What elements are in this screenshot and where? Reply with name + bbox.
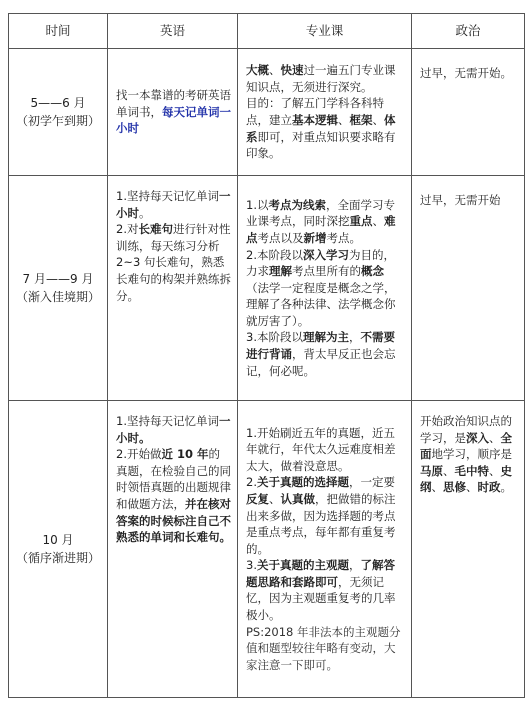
major-note: PS:2018 年非法本的主观题分值和题型较往年略有变动，大家注意一下即可。	[246, 624, 401, 672]
major-bold: 了解答题思路和套路即可	[246, 558, 395, 589]
english-cell	[108, 49, 238, 176]
english-bold: 一小时。	[116, 414, 231, 445]
english-text: 。	[139, 205, 151, 220]
major-bold: 体系	[246, 113, 396, 144]
politics-cell	[412, 176, 525, 401]
table-row	[9, 176, 525, 401]
major-bold: 理解为主	[302, 330, 349, 345]
english-text: 2.对	[116, 222, 139, 237]
major-text: 考点里所有的	[292, 264, 361, 279]
major-text: ，	[348, 558, 361, 573]
time-label: 10 月	[42, 533, 74, 547]
politics-bold: 马原	[420, 463, 443, 478]
time-cell	[9, 49, 108, 176]
english-highlight: 每天记单词一小时	[116, 104, 231, 136]
politics-bold: 深入	[466, 430, 489, 445]
major-text: 、	[269, 491, 281, 506]
english-text: 进行针对性训练，每天练习分析 2~3 句长难句，熟悉长难句的构架并熟练拆分。	[116, 222, 231, 303]
major-text: 即可，对重点知识要求略有印象。	[246, 129, 396, 161]
english-bold: 一小时	[116, 189, 231, 220]
major-bold: 不需要进行背诵	[246, 330, 395, 362]
table-row	[9, 401, 525, 698]
major-cell	[238, 49, 412, 176]
major-text: 3.本阶段以	[246, 330, 303, 345]
major-text: ，全面学习专业课考点，同时深挖	[246, 197, 395, 229]
politics-bold: 毛中特	[454, 463, 489, 478]
study-plan-table	[8, 13, 525, 698]
major-bold: 理解	[269, 264, 292, 279]
time-cell	[9, 176, 108, 401]
major-text: 为目的，力求	[246, 247, 395, 279]
major-bold: 反复	[246, 491, 269, 506]
major-bold: 快速	[280, 63, 304, 78]
politics-text: 、	[443, 463, 455, 478]
politics-text: 。	[500, 480, 512, 495]
politics-text: 、	[489, 463, 501, 478]
major-bold: 重点	[349, 214, 373, 229]
major-bold: 认真做	[280, 491, 315, 506]
major-text: 考点以及	[257, 230, 304, 245]
politics-text: 地学习，顺序是	[431, 447, 512, 462]
politics-bold: 史纲	[420, 463, 512, 495]
table-header-row	[9, 14, 525, 49]
time-cell	[9, 401, 108, 698]
major-text: 2.	[246, 475, 257, 490]
major-text: 目的：了解五门学科各科特点，建立	[246, 96, 384, 127]
major-text: 、	[269, 63, 281, 78]
english-text: 2.开始做	[116, 447, 162, 462]
english-text: 的真题，在检验自己的同时领悟真题的出题规律和做题方法，	[116, 447, 231, 511]
politics-text: 开始政治知识点的学习，是	[420, 414, 512, 445]
politics-bold: 时政	[477, 480, 501, 495]
politics-text: 、	[431, 480, 443, 495]
time-phase: （渐入佳境期）	[15, 290, 100, 304]
politics-cell	[412, 49, 525, 176]
major-text: （法学一定程度是概念之学，理解了各种法律、法学概念你就厉害了）。	[246, 280, 396, 328]
major-text: 考点。	[326, 230, 361, 245]
major-bold: 基本逻辑	[292, 113, 338, 127]
major-text: ，一定要	[348, 475, 395, 490]
major-text: 2.本阶段以	[246, 247, 303, 262]
major-bold: 概念	[361, 264, 384, 279]
major-text: 3.	[246, 558, 257, 573]
major-bold: 深入学习	[302, 247, 349, 262]
major-text: 1.开始刷近五年的真题，近五年就行，年代太久远难度相差太大，做着没意思。	[246, 425, 396, 473]
politics-bold: 思修	[443, 480, 466, 495]
english-bold: 近 10 年	[161, 447, 209, 462]
header-english: 英语	[108, 14, 238, 49]
header-major: 专业课	[238, 14, 412, 49]
english-text: 1.坚持每天记忆单词	[116, 189, 219, 203]
major-bold: 新增	[303, 230, 327, 245]
english-cell	[108, 401, 238, 698]
header-politics: 政治	[412, 14, 525, 49]
time-phase: （初学乍到期）	[15, 114, 100, 128]
major-text: 、	[338, 113, 350, 127]
politics-text: 过早，无需开始。	[420, 66, 512, 80]
major-bold: 考点为线索	[268, 197, 326, 212]
politics-text: 、	[466, 480, 478, 495]
major-text: 1.以	[246, 197, 269, 212]
major-bold: 框架	[349, 113, 373, 127]
major-text: 、	[372, 214, 384, 229]
major-cell	[238, 401, 412, 698]
header-time: 时间	[9, 14, 108, 49]
major-bold: 难点	[246, 214, 396, 245]
major-text: ，	[348, 330, 361, 345]
major-text: 、	[372, 113, 384, 127]
politics-bold: 全面	[420, 430, 512, 462]
major-text: ，把做错的标注出来多做，因为选择题的考点是重点考点，每年都有重复考的。	[246, 491, 396, 556]
major-bold: 关于真题的选择题	[256, 475, 349, 490]
politics-text: 、	[489, 430, 501, 445]
major-bold: 大概	[246, 63, 269, 78]
major-text: ，无须记忆，因为主观题重复考的几率极小。	[246, 574, 396, 623]
time-label: 5——6 月	[30, 96, 86, 110]
politics-text: 过早，无需开始	[420, 193, 501, 207]
politics-cell	[412, 401, 525, 698]
major-cell	[238, 176, 412, 401]
major-text: 过一遍五门专业课知识点，无须进行深究。	[246, 63, 396, 94]
english-text: 1.坚持每天记忆单词	[116, 414, 219, 428]
english-bold: 长难句	[138, 222, 173, 237]
english-cell	[108, 176, 238, 401]
time-label: 7 月——9 月	[22, 272, 94, 286]
english-bold: 并在核对答案的时候标注自己不熟悉的单词和长难句。	[116, 496, 231, 545]
time-phase: （循序渐进期）	[15, 551, 100, 565]
major-text: ，背太早反正也会忘记，何必呢。	[246, 347, 396, 378]
major-bold: 关于真题的主观题	[256, 558, 349, 573]
english-text: 找一本靠谱的考研英语单词书，	[116, 88, 231, 119]
table-row	[9, 49, 525, 176]
